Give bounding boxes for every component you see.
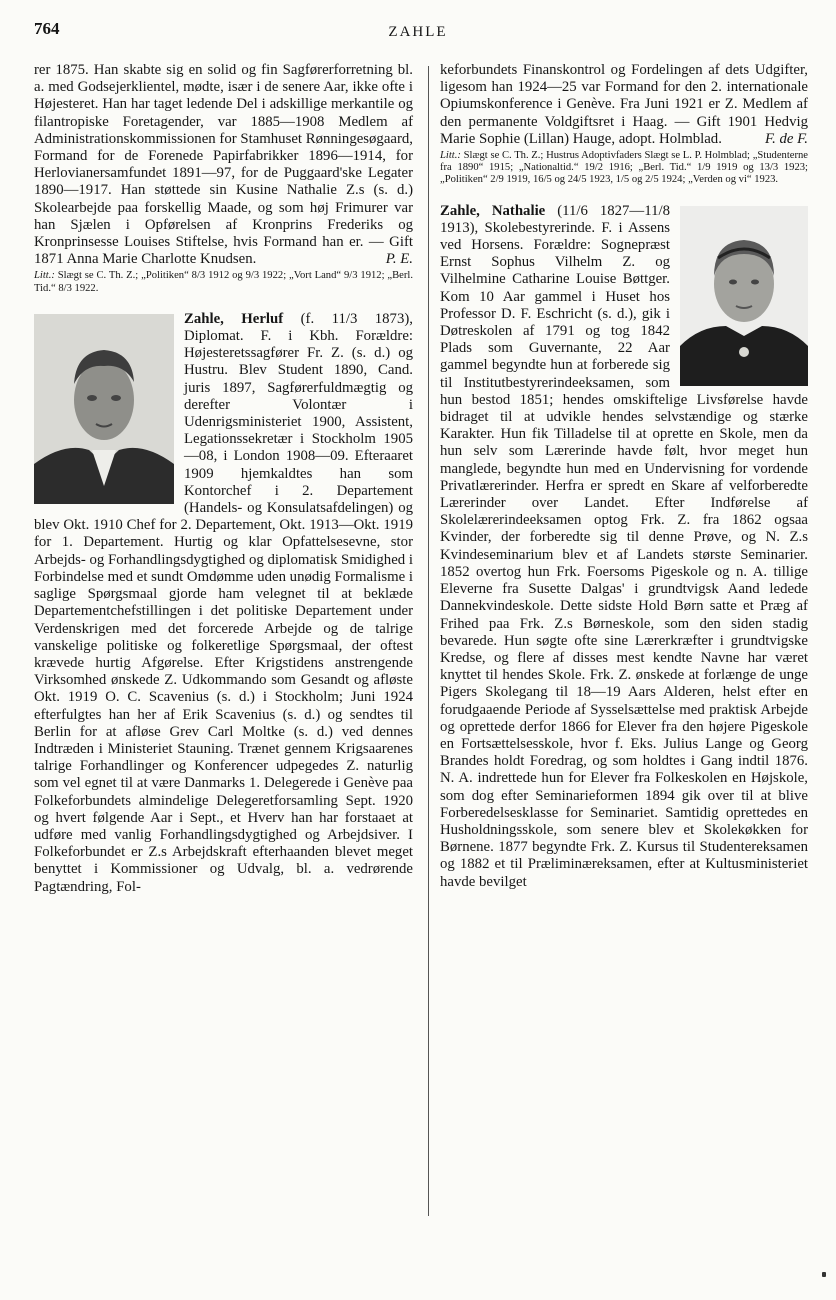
column-divider (428, 66, 429, 1216)
literature-note (34, 270, 413, 294)
herluf-zahle-portrait (34, 314, 174, 504)
portrait-photo-icon (680, 206, 808, 386)
author-signature: F. de F. (764, 130, 808, 147)
entry-name: Zahle, Nathalie (440, 202, 546, 219)
scan-speck (822, 1272, 826, 1277)
entry-name: Zahle, Herluf (184, 310, 284, 327)
entry-nathalie-zahle (440, 203, 808, 891)
entry-herluf-zahle (34, 311, 413, 896)
literature-text: Slægt se C. Th. Z.; „Politiken“ 8/3 1912 og 9/3 1922; „Vort Land“ 9/3 1912; „Berl. Tid.“ 8/3 1922. (34, 270, 413, 294)
right-column (440, 62, 808, 891)
running-title: ZAHLE (388, 24, 448, 40)
previous-entry-text: rer 1875. Han skabte sig en solid og fin Sagførerforretning bl. a. med Godsejerklientel, mødte, især i de senere Aar, ikke ofte i Højesteret. Han har taget ledende Del i adskillige merkantile og filantropiske Foretagender, var 1885—1908 Medlem af Administrationskommissionen for Stamhuset Rønningesøgaard, Formand for de Forenede Papirfabrikker 1896—1914, for Herlovianersamfundet 1891—97, for de Puggaard'ske Legater 1890—1917. Han støttede sin Kusine Nathalie Z.s (s. d.) Skolearbejde paa forskellig Maade, og som høj Frimurer var han Sjælen i Opførelsen af Kronprins Frederiks og Kronprinsesse Louises Stiftelse, hvis Formand han er. — Gift 1871 Anna Marie Charlotte Knudsen. (34, 62, 413, 268)
author-signature: P. E. (385, 251, 413, 268)
literature-text: Slægt se C. Th. Z.; Hustrus Adoptivfaders Slægt se L. P. Holmblad; „Studenterne fra 1890“ 1915; „Nationaltid.“ 19/2 1916; „Berl. Tid.“ 1/9 1919 og 13/3 1923; „Politiken“ 2/9 1919, 16/5 og 24/5 1923, 1/5 og 2/5 1924; „Verden og vi“ 1923. (440, 150, 808, 186)
previous-entry-continuation (34, 62, 413, 268)
entry-herluf-continuation (440, 62, 808, 148)
left-column (34, 62, 413, 896)
page-number: 764 (34, 19, 60, 38)
entry-text: (11/6 1827—11/8 1913), Skolebestyrerinde. F. i Assens ved Horsens. Forældre: Sognepræst Ernst Sophus Vilhelm Z. og Vilhelmine Catharine Louise Bøttger. Kom 10 Aar gammel i Huset hos Professor D. F. Eschricht (s. d.), gik i Døtreskolen af 1791 og tog 1842 Plads som Guvernante, 22 Aar gammel begyndte hun at forberede sig til Institutbestyrerindeeksamen, som hun bestod 1851; hendes omskiftelige Livsførelse havde bidraget til at udvikle hendes selvstændige og stærke Karakter. Hun fik Tilladelse til at oprette en Skole, men da hun selv som Lærerinde havde følt, hvor meget hun manglede, begyndte hun med en Undervisning for vordende Privatlærerinder. Herfra er spredt en Skare af velforberedte Lærerinder over Landet. Efter Indførelse af Skolelærerindeeksamen optog Frk. Z. fra 1862 ogsaa Kvinder, der forberedte sig til denne Prøve, og N. Z.s Kvindeseminarium blev et af Landets største Seminarier. 1852 overtog hun Frk. Foersoms Pigeskole og n. A. tillige Eleverne fra Susette Dalgas' i grundtvigsk Aand ledede Dannekvindeskole. Dette sidste Hold Børn satte et Præg af Frihed paa Frk. Z.s Børneskole, som den siden stadig bevarede. Hun søgte ofte sine Lærerkræfter i grundtvigske Kredse, og flere af disses mest kendte Navne har været knyttet til hendes Skole. Frk. Z. ønskede at forlænge de unge Pigers Skolegang til 18—19 Aars Alderen, helst efter en forudgaaende Periode af Sysselsættelse med praktisk Arbejde og oprettede derfor 1866 for Elever fra den højere Pigeskole en Fortsættelsesskole, hvor f. Eks. Julius Lange og Georg Brandes holdt Foredrag, og som holdtes i Gang indtil 1876. N. A. indrettede hun for Elever fra Folkeskolen en Højskole, som dog efter Seminarieformen 1894 gik over til at blive Forberedelsesklasse for Seminariet. Samtidig oprettedes en Husholdningsskole, som senere blev et Skolekøkken for Børnene. 1877 begyndte Frk. Z. Kursus til Studentereksamen og 1882 et til Præliminæreksamen, efter at Kultusministeriet havde bevilget (440, 202, 808, 890)
literature-note (440, 150, 808, 187)
portrait-photo-icon (34, 314, 174, 504)
literature-label: Litt.: (34, 270, 55, 282)
nathalie-zahle-portrait (680, 206, 808, 386)
entry-text: keforbundets Finanskontrol og Fordelingen af dets Udgifter, ligesom han 1924—25 var Formand for den 2. internationale Opiumskonference i Genève. Fra Juni 1921 er Z. Medlem af den permanente Voldgiftsret i Haag. — Gift 1901 Hedvig Marie Sophie (Lillan) Hauge, adopt. Holmblad. (440, 62, 808, 147)
entry-text: (f. 11/3 1873), Diplomat. F. i Kbh. Forældre: Højesteretssagfører Fr. Z. (s. d.) og Hustru. Blev Student 1890, Cand. juris 1897, Sagførerfuldmægtig og derefter Volontær i Udenrigsministeriet 1900, Assistent, Legationssekretær i Stockholm 1905—08, i London 1908—09. Efteraaret 1909 hjemkaldtes han som Kontorchef i 2. Departement (Handels- og Konsulatsafdelingen) og blev Okt. 1910 Chef for 2. Departement, Okt. 1913—Okt. 1919 for 1. Departement. Hurtig og klar Opfattelsesevne, stor Arbejds- og Forhandlingsdygtighed og diplomatisk Smidighed i Forbindelse med et sundt Omdømme uden unødig Formalisme i saglige Spørgsmaal gjorde ham velegnet til at beklæde Departementchefstillingen i det politiske Departement under Verdenskrigen med det forcerede Arbejde og de talrige vanskelige politiske og folkeretlige Spørgsmaal, der oftest krævede hurtig Afgørelse. Efter Krigstidens anstrengende Virksomhed ønskede Z. Udkommando som Gesandt og afløste Okt. 1919 O. C. Scavenius (s. d.) i Stockholm; Juni 1924 efterfulgtes han her af Erik Scavenius (s. d.) og sendtes til Berlin for at afløse Grev Carl Moltke (s. d.) ved dennes Indtræden i Ministeriet Stauning. Trænet gennem Krigsaarenes talrige Forhandlinger og Konferencer udpegedes Z. naturlig som vel egnet til at være Danmarks 1. Delegerede i Genève paa Folkeforbundets almindelige Delegeretforsamling Sept. 1920 og hvert følgende Aar i Sept., et Hverv han har forstaaet at udføre med vanlig Forhandlingsdygtighed og Arbejdsiver. I Folkeforbundet er Z.s Arbejdskraft efterhaanden blevet meget benyttet i Kommissioner og Udvalg, bl. a. vedrørende Pagtændring, Fol- (34, 310, 413, 895)
literature-label: Litt.: (440, 150, 461, 162)
